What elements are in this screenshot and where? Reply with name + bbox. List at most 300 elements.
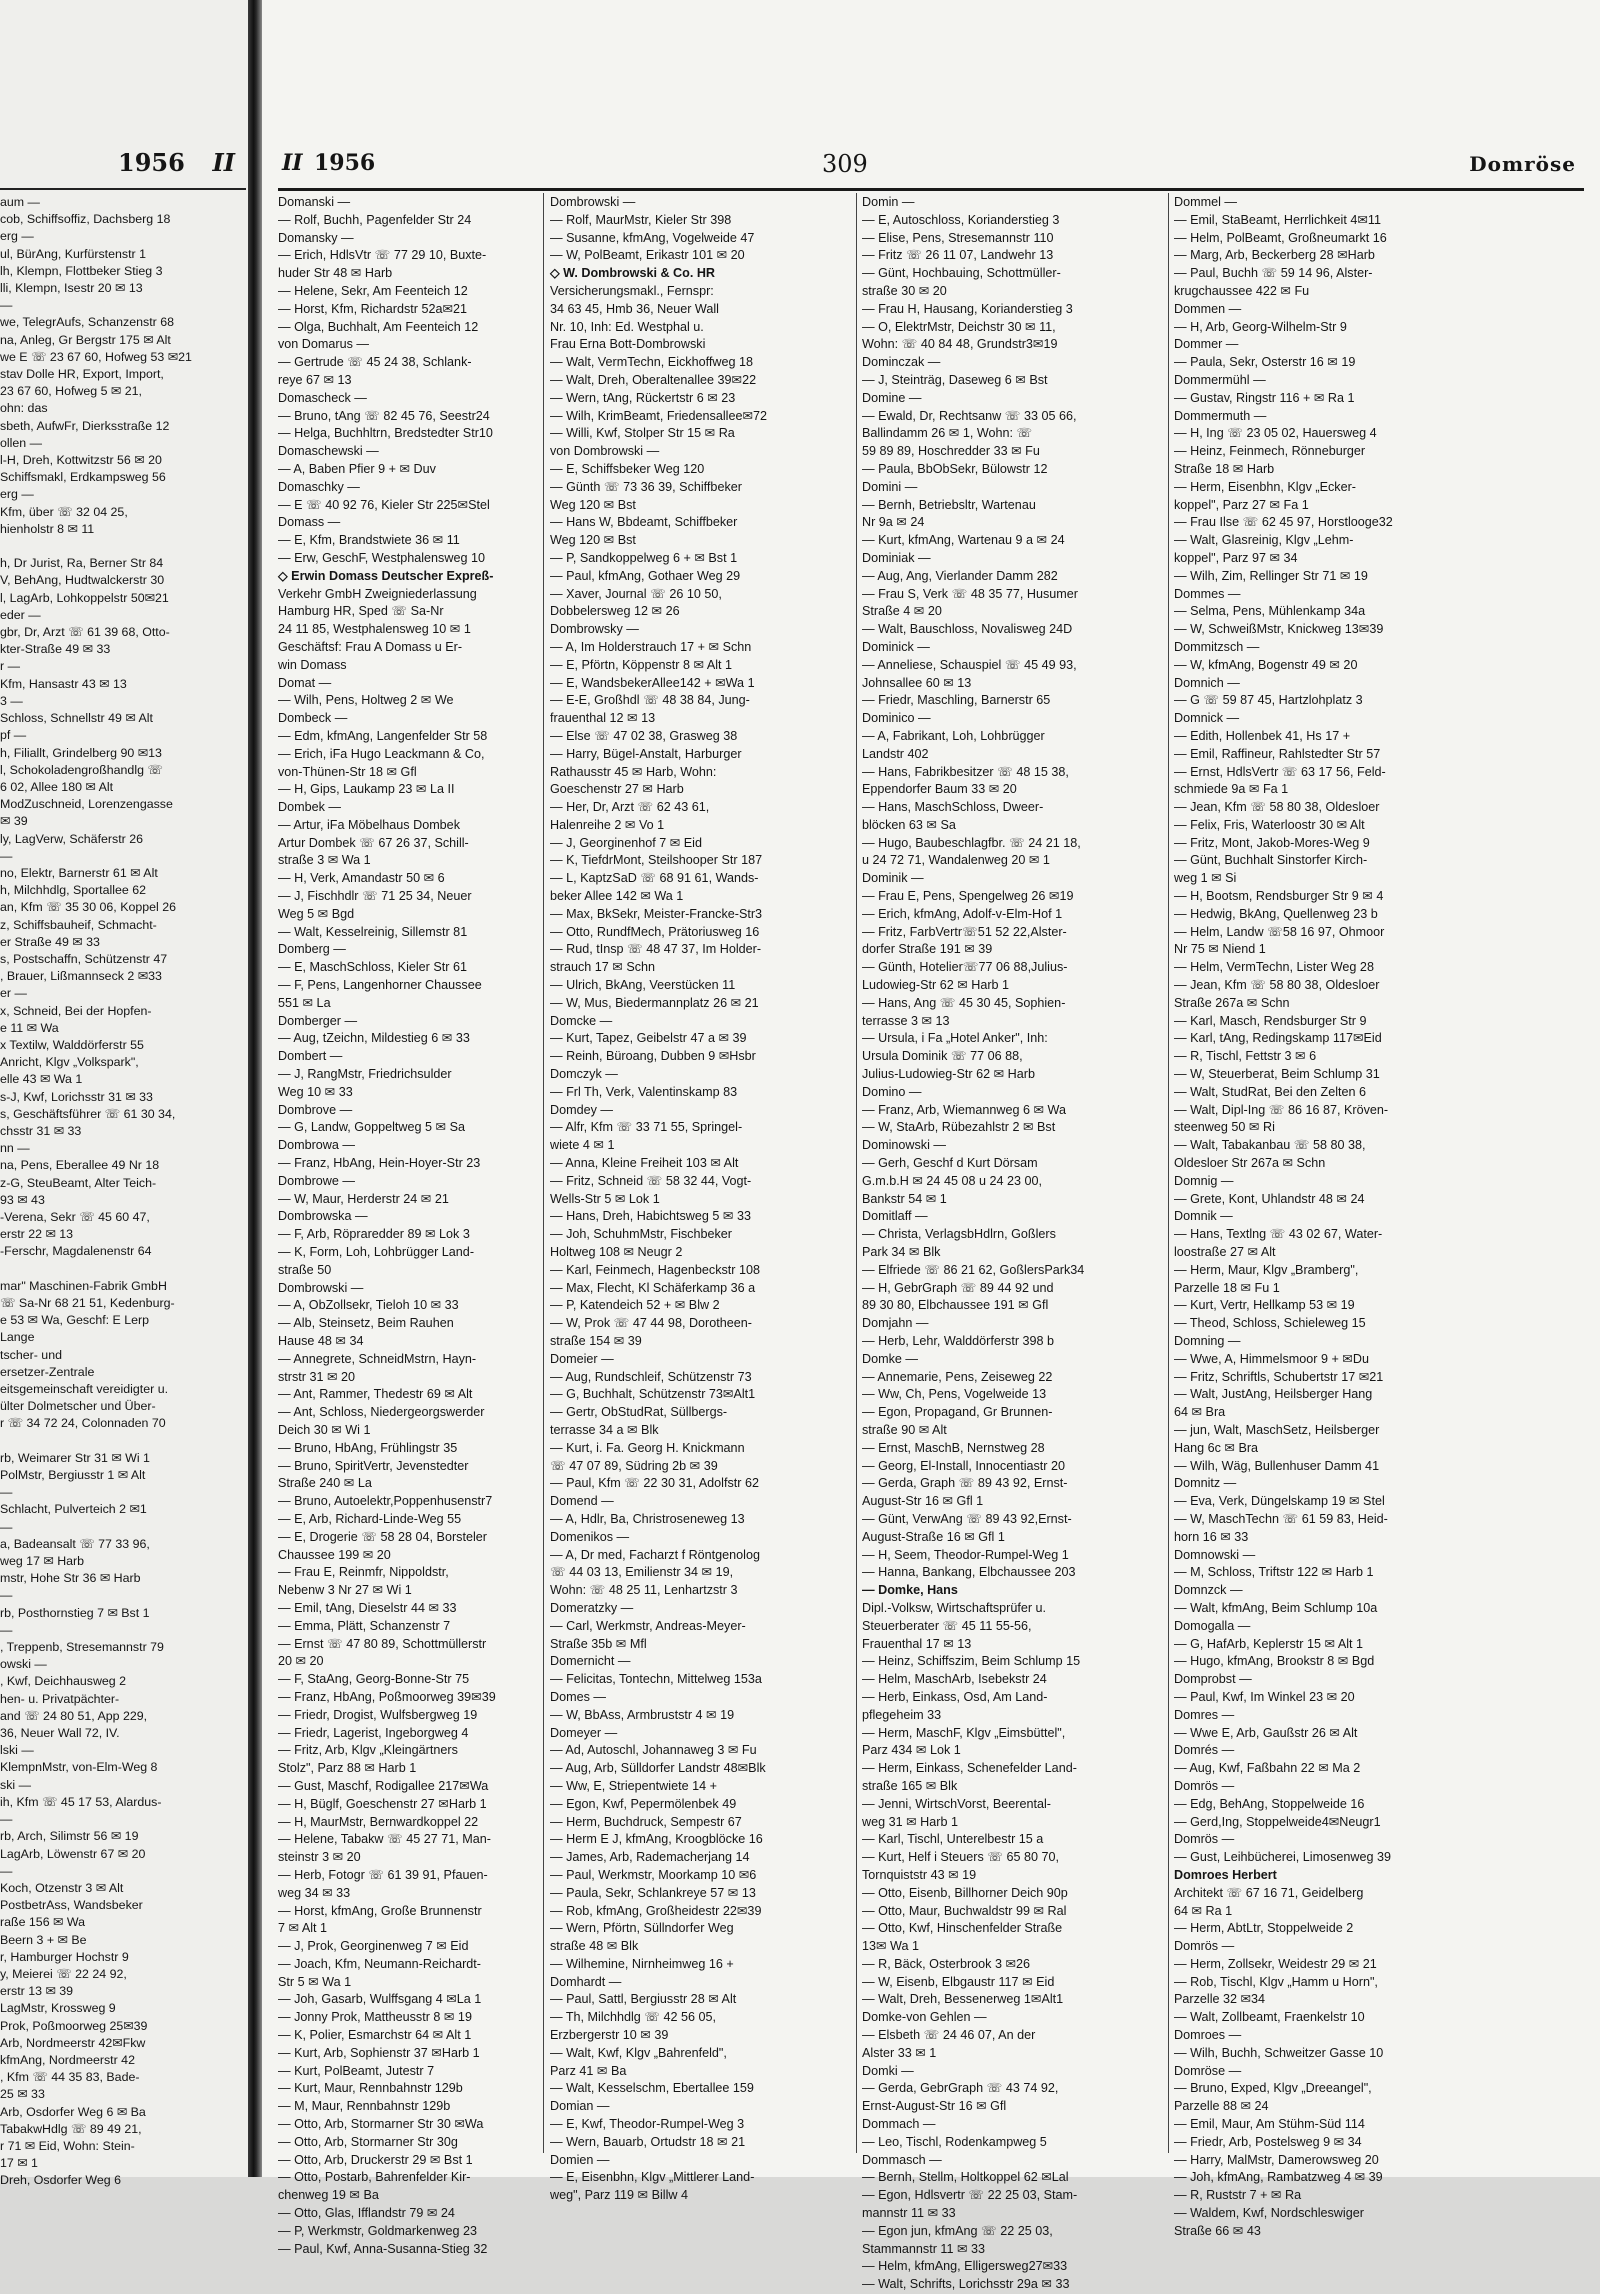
directory-entry-line: — M, Schloss, Triftstr 122 ✉ Harb 1	[1174, 1565, 1374, 1580]
directory-entry-line: — Ulrich, BkAng, Veerstücken 11	[550, 978, 736, 993]
directory-entry-line: — Hans, MaschSchloss, Dweer-	[862, 800, 1044, 815]
directory-entry-line: Domascheck —	[278, 390, 367, 405]
directory-entry-line: — Waldem, Kwf, Nordschleswiger	[1174, 2206, 1364, 2221]
directory-entry-line: 89 30 80, Elbchaussee 191 ✉ Gfl	[862, 1298, 1049, 1313]
directory-entry-line: — W, Mus, Biedermannplatz 26 ✉ 21	[550, 995, 759, 1010]
directory-entry-line: -Ferschr, Magdalenenstr 64	[0, 1244, 152, 1259]
directory-entry-line: — Walt, StudRat, Bei den Zelten 6	[1174, 1084, 1367, 1099]
directory-entry-line: Alster 33 ✉ 1	[862, 2045, 937, 2060]
directory-entry-line: Erzbergerstr 10 ✉ 39	[550, 2028, 669, 2043]
directory-entry-line: — Günth, Hotelier☏77 06 88,Julius-	[862, 960, 1068, 975]
directory-entry-line: Domeyer —	[550, 1725, 618, 1740]
directory-entry-line: ih, Kfm ☏ 45 17 53, Alardus-	[0, 1794, 162, 1809]
directory-entry-line: — J, Georginenhof 7 ✉ Eid	[550, 835, 702, 850]
directory-entry-line: — Joh, SchuhmMstr, Fischbeker	[550, 1227, 732, 1242]
directory-entry-line: — Aug, Ang, Vierlander Damm 282	[862, 568, 1058, 583]
directory-entry-line: — Otto, Glas, Ifflandstr 79 ✉ 24	[278, 2206, 455, 2221]
directory-entry-line: lli, Klempn, Isestr 20 ✉ 13	[0, 281, 143, 296]
directory-entry-line: — Karl, Tischl, Unterelbestr 15 a	[862, 1832, 1044, 1847]
directory-entry-line: er —	[0, 986, 27, 1001]
directory-entry-line: — Reinh, Büroang, Dubben 9 ✉Hsbr	[550, 1049, 756, 1064]
directory-entry-line: — E, Eisenbhn, Klgv „Mittlerer Land-	[550, 2170, 755, 2185]
directory-entry-line	[0, 1261, 246, 1278]
directory-entry-line: — Otto, Postarb, Bahrenfelder Kir-	[278, 2170, 471, 2185]
directory-entry-line: 17 ✉ 1	[0, 2156, 38, 2171]
directory-entry-line: — Helm, VermTechn, Lister Weg 28	[1174, 960, 1374, 975]
directory-entry-line: — Emma, Plätt, Schanzenstr 7	[278, 1618, 451, 1633]
directory-entry-line: koppel", Parz 97 ✉ 34	[1174, 550, 1298, 565]
left-page-column	[0, 194, 246, 2188]
directory-entry-line: — Harry, MalMstr, Damerowsweg 20	[1174, 2152, 1379, 2167]
directory-entry-line: — Karl, Masch, Rendsburger Str 9	[1174, 1013, 1367, 1028]
directory-entry-line: — Paul, kfmAng, Gothaer Weg 29	[550, 568, 741, 583]
directory-entry-line: Architekt ☏ 67 16 71, Geidelberg	[1174, 1885, 1364, 1900]
directory-entry-line: — Olga, Buchhalt, Am Feenteich 12	[278, 319, 479, 334]
directory-entry-line: — Otto, Maur, Buchwaldstr 99 ✉ Ral	[862, 1903, 1067, 1918]
directory-entry-line: Dombrowa —	[278, 1138, 355, 1153]
directory-entry-line: — Kurt, Vertr, Hellkamp 53 ✉ 19	[1174, 1298, 1355, 1313]
directory-entry-line: straße 48 ✉ Blk	[550, 1939, 639, 1954]
directory-entry-line: Artur Dombek ☏ 67 26 37, Schill-	[278, 835, 469, 850]
directory-entry-line: — Paula, Sekr, Osterstr 16 ✉ 19	[1174, 355, 1356, 370]
directory-entry-line: Domat —	[278, 675, 332, 690]
directory-entry-line: Domrös —	[1174, 1832, 1235, 1847]
directory-entry-line: — Ernst, MaschB, Nernstweg 28	[862, 1440, 1045, 1455]
directory-entry-line: ski —	[0, 1777, 31, 1792]
directory-entry-line: — P, Werkmstr, Goldmarkenweg 23	[278, 2223, 478, 2238]
directory-entry-line: — Friedr, Lagerist, Ingeborgweg 4	[278, 1725, 469, 1740]
directory-entry-line: — Wern, Bauarb, Ortudstr 18 ✉ 21	[550, 2134, 746, 2149]
directory-entry-line: mar" Maschinen-Fabrik GmbH	[0, 1278, 167, 1293]
directory-entry-line: Weg 120 ✉ Bst	[550, 497, 636, 512]
directory-entry-line: nn —	[0, 1141, 30, 1156]
directory-entry-line: — Hans, Dreh, Habichtsweg 5 ✉ 33	[550, 1209, 751, 1224]
directory-entry-line: Domes —	[550, 1689, 606, 1704]
directory-entry-line: — Alb, Steinsetz, Beim Rauhen	[278, 1316, 454, 1331]
directory-entry-line: von Dombrowski —	[550, 444, 660, 459]
directory-entry-line: we E ☏ 23 67 60, Hofweg 53 ✉21	[0, 349, 192, 364]
directory-entry-line: — W, Prok ☏ 47 44 98, Dorotheen-	[550, 1316, 752, 1331]
directory-entry-line: Domnich —	[1174, 675, 1240, 690]
directory-entry-line: — Paul, Kwf, Im Winkel 23 ✉ 20	[1174, 1689, 1355, 1704]
directory-entry-line: reye 67 ✉ 13	[278, 372, 352, 387]
directory-entry-line: — Helm, Landw ☏58 16 97, Ohmoor	[1174, 924, 1385, 939]
directory-entry-line: Rathausstr 45 ✉ Harb, Wohn:	[550, 764, 717, 779]
directory-entry-line: — Walt, JustAng, Heilsberger Hang	[1174, 1387, 1373, 1402]
directory-entry-line: — Günt, Buchhalt Sinstorfer Kirch-	[1174, 853, 1368, 868]
directory-entry-line: mstr, Hohe Str 36 ✉ Harb	[0, 1571, 141, 1586]
directory-entry-line: straße 154 ✉ 39	[550, 1334, 642, 1348]
directory-entry-line: weg 1 ✉ Si	[1174, 871, 1237, 886]
directory-entry-line: — Otto, RundfMech, Prätoriusweg 16	[550, 924, 760, 939]
directory-entry-line: — F, Pens, Langenhorner Chaussee	[278, 978, 482, 993]
directory-entry-line: h, Milchhdlg, Sportallee 62	[0, 883, 147, 898]
directory-entry-line: — Otto, Eisenb, Billhorner Deich 90p	[862, 1885, 1068, 1900]
directory-entry-line: Dommes —	[1174, 586, 1241, 601]
directory-entry-line: — Bruno, Autoelektr,Poppenhusenstr7	[278, 1494, 493, 1509]
directory-entry-line: August-Straße 16 ✉ Gfl 1	[862, 1529, 1005, 1544]
directory-entry-line: von Domarus —	[278, 337, 369, 352]
directory-entry-line: — Helga, Buchhltrn, Bredstedter Str10	[278, 426, 493, 441]
directory-entry-line: — Gust, Leihbücherei, Limosenweg 39	[1174, 1850, 1392, 1865]
directory-entry-line: — Kurt, PolBeamt, Jutestr 7	[278, 2063, 435, 2078]
directory-entry-line: Straße 240 ✉ La	[278, 1476, 372, 1491]
directory-entry-line: 23 67 60, Hofweg 5 ✉ 21,	[0, 384, 142, 399]
directory-entry-line: and ☏ 24 80 51, App 229,	[0, 1708, 148, 1723]
directory-column-4	[1174, 194, 1586, 2238]
directory-entry-line: — Bruno, SpiritVertr, Jevenstedter	[278, 1458, 469, 1473]
directory-entry-line: , Brauer, Lißmannseck 2 ✉33	[0, 969, 162, 984]
directory-entry-line: — Theod, Schloss, Schieleweg 15	[1174, 1316, 1366, 1331]
book-gutter	[248, 0, 262, 2177]
directory-entry-line: — J, RangMstr, Friedrichsulder	[278, 1067, 452, 1082]
left-page-year: 1956	[118, 148, 185, 177]
directory-entry-line: — Egon, Hdlsvertr ☏ 22 25 03, Stam-	[862, 2188, 1078, 2203]
directory-entry-line: Wells-Str 5 ✉ Lok 1	[550, 1191, 660, 1206]
directory-entry-line: — Paula, Sekr, Schlankreye 57 ✉ 13	[550, 1885, 756, 1900]
directory-entry-line: — Friedr, Drogist, Wulfsbergweg 19	[278, 1707, 478, 1722]
directory-entry-line: — E, Schiffsbeker Weg 120	[550, 461, 705, 476]
left-page-volume: II	[212, 148, 235, 177]
directory-entry-line: Domnik —	[1174, 1209, 1233, 1224]
directory-entry-line: erg —	[0, 487, 34, 502]
directory-entry-line: — Walt, Dreh, Oberaltenallee 39✉22	[550, 372, 757, 387]
directory-entry-line: — Frl Th, Verk, Valentinskamp 83	[550, 1084, 738, 1099]
directory-entry-line: — W, Maur, Herderstr 24 ✉ 21	[278, 1191, 449, 1206]
directory-entry-line: — E, Kwf, Theodor-Rumpel-Weg 3	[550, 2117, 745, 2132]
directory-entry-line: loostraße 27 ✉ Alt	[1174, 1245, 1276, 1260]
directory-entry-line: — Rolf, MaurMstr, Kieler Str 398	[550, 212, 732, 227]
directory-entry-line: Dommermuth —	[1174, 408, 1267, 423]
directory-entry-line: Dombrowska —	[278, 1209, 368, 1224]
directory-entry-line: 64 ✉ Ra 1	[1174, 1903, 1233, 1918]
directory-entry-line: — Wilh, KrimBeamt, Friedensallee✉72	[550, 408, 768, 423]
directory-entry-line: — Erich, kfmAng, Adolf-v-Elm-Hof 1	[862, 906, 1063, 921]
right-page-year: 1956	[314, 150, 376, 176]
directory-entry-line: ✉ 39	[0, 814, 28, 829]
directory-entry-line: —	[0, 1812, 13, 1827]
directory-entry-line: Kfm, über ☏ 32 04 25,	[0, 504, 128, 519]
directory-entry-line: — E, Arb, Richard-Linde-Weg 55	[278, 1511, 462, 1526]
directory-entry-line: — Hans W, Bbdeamt, Schiffbeker	[550, 515, 738, 530]
directory-entry-line: — R, Bäck, Osterbrook 3 ✉26	[862, 1956, 1031, 1971]
directory-entry-line: Weg 10 ✉ 33	[278, 1084, 353, 1099]
directory-entry-line: — Gertrude ☏ 45 24 38, Schlank-	[278, 355, 472, 370]
directory-entry-line: Kfm, Hansastr 43 ✉ 13	[0, 676, 127, 691]
directory-entry-line: — Paula, BbObSekr, Bülowstr 12	[862, 461, 1048, 476]
directory-entry-line: Domeier —	[550, 1351, 614, 1366]
directory-entry-line: l, Schokoladengroßhandlg ☏	[0, 762, 163, 777]
directory-entry-line	[0, 538, 246, 555]
directory-entry-line: — E, Autoschloss, Korianderstieg 3	[862, 212, 1060, 227]
directory-entry-line: PostbetrAss, Wandsbeker	[0, 1898, 143, 1913]
directory-entry-line: an, Kfm ☏ 35 30 06, Koppel 26	[0, 900, 176, 915]
directory-entry-line: — Herm, Maur, Klgv „Bramberg",	[1174, 1262, 1359, 1277]
directory-entry-line: ☏ Sa-Nr 68 21 51, Kedenburg-	[0, 1296, 175, 1310]
directory-entry-line: — Egon, Propagand, Gr Brunnen-	[862, 1405, 1053, 1420]
directory-entry-line: — Paul, Werkmstr, Moorkamp 10 ✉6	[550, 1867, 757, 1882]
directory-entry-line: — Bernh, Betriebsltr, Wartenau	[862, 497, 1036, 512]
directory-entry-line: Weg 120 ✉ Bst	[550, 533, 636, 548]
directory-entry-line: -Verena, Sekr ☏ 45 60 47,	[0, 1209, 150, 1224]
directory-entry-line: r, Hamburger Hochstr 9	[0, 1949, 129, 1964]
directory-column-3	[862, 194, 1164, 2292]
directory-entry-line: — Bruno, Exped, Klgv „Dreeangel",	[1174, 2081, 1372, 2096]
directory-entry-line: — Emil, Raffineur, Rahlstedter Str 57	[1174, 746, 1381, 761]
directory-entry-line: ◇ W. Dombrowski & Co. HR	[550, 266, 716, 281]
directory-entry-line: steenweg 50 ✉ Ri	[1174, 1120, 1275, 1135]
directory-entry-line: chenweg 19 ✉ Ba	[278, 2188, 379, 2203]
directory-entry-line: — Leo, Tischl, Rodenkampweg 5	[862, 2134, 1047, 2149]
directory-entry-line: horn 16 ✉ 33	[1174, 1529, 1249, 1544]
directory-entry-line: — Max, BkSekr, Meister-Francke-Str3	[550, 906, 763, 921]
directory-entry-line: — Hanna, Bankang, Elbchaussee 203	[862, 1565, 1076, 1580]
directory-entry-line: na, Anleg, Gr Bergstr 175 ✉ Alt	[0, 332, 171, 347]
directory-entry-line: — J, Prok, Georginenweg 7 ✉ Eid	[278, 1939, 469, 1954]
directory-entry-line: — James, Arb, Rademacherjang 14	[550, 1850, 750, 1865]
directory-entry-line: 7 ✉ Alt 1	[278, 1921, 328, 1936]
directory-entry-line: — K, Polier, Esmarchstr 64 ✉ Alt 1	[278, 2028, 472, 2043]
directory-entry-line: Domnitz —	[1174, 1476, 1237, 1491]
directory-entry-line: Domroes Herbert	[1174, 1867, 1277, 1882]
directory-entry-line: — Edm, kfmAng, Langenfelder Str 58	[278, 728, 488, 743]
directory-entry-line: 20 ✉ 20	[278, 1654, 324, 1669]
directory-entry-line: V, BehAng, Hudtwalckerstr 30	[0, 573, 165, 588]
directory-entry-line: — Ad, Autoschl, Johannaweg 3 ✉ Fu	[550, 1743, 757, 1758]
directory-entry-line: — Her, Dr, Arzt ☏ 62 43 61,	[550, 800, 710, 815]
directory-entry-line: chsstr 31 ✉ 33	[0, 1123, 82, 1138]
directory-entry-line: 36, Neuer Wall 72, IV.	[0, 1726, 120, 1741]
directory-entry-line: 6 02, Allee 180 ✉ Alt	[0, 779, 114, 794]
directory-entry-line: — Walt, kfmAng, Beim Schlump 10a	[1174, 1600, 1378, 1615]
directory-entry-line: Deich 30 ✉ Wi 1	[278, 1422, 371, 1437]
directory-entry-line: Verkehr GmbH Zweigniederlassung	[278, 586, 477, 601]
directory-entry-line: — Walt, Glasreinig, Klgv „Lehm-	[1174, 533, 1354, 548]
directory-entry-line: — Günt, VerwAng ☏ 89 43 92,Ernst-	[862, 1511, 1072, 1526]
directory-entry-line: — W, BbAss, Armbruststr 4 ✉ 19	[550, 1707, 735, 1722]
directory-entry-line: Domnowski —	[1174, 1547, 1256, 1562]
directory-entry-line: Lange	[0, 1330, 35, 1345]
directory-entry-line: — Walt, Tabakanbau ☏ 58 80 38,	[1174, 1138, 1366, 1153]
directory-entry-line: pflegeheim 33	[862, 1707, 942, 1722]
directory-entry-line: — E, Kfm, Brandstwiete 36 ✉ 11	[278, 533, 460, 548]
directory-entry-line: Dominowski —	[862, 1138, 946, 1153]
directory-entry-line: Versicherungsmakl., Fernspr:	[550, 283, 714, 298]
directory-entry-line: Wohn: ☏ 48 25 11, Lenhartzstr 3	[550, 1583, 738, 1598]
directory-entry-line: — G, Landw, Goppeltweg 5 ✉ Sa	[278, 1120, 465, 1135]
directory-entry-line: erg —	[0, 229, 34, 244]
directory-entry-line: — G ☏ 59 87 45, Hartzlohplatz 3	[1174, 693, 1363, 708]
directory-entry-line: Domres —	[1174, 1707, 1235, 1722]
directory-entry-line: — Annemarie, Pens, Zeiseweg 22	[862, 1369, 1053, 1384]
directory-entry-line: — A, Im Holderstrauch 17 + ✉ Schn	[550, 639, 752, 654]
directory-entry-line: weg 34 ✉ 33	[278, 1885, 351, 1900]
directory-entry-line: — Bernh, Stellm, Holtkoppel 62 ✉Lal	[862, 2170, 1069, 2185]
directory-entry-line: Nebenw 3 Nr 27 ✉ Wi 1	[278, 1583, 412, 1598]
directory-entry-line: — Frau E, Pens, Spengelweg 26 ✉19	[862, 889, 1074, 904]
directory-entry-line: rb, Weimarer Str 31 ✉ Wi 1	[0, 1450, 150, 1465]
directory-entry-line: Dominiak —	[862, 550, 931, 565]
directory-entry-line: — Bruno, HbAng, Frühlingstr 35	[278, 1440, 458, 1455]
directory-entry-line: — Aug, tZeichn, Mildestieg 6 ✉ 33	[278, 1031, 470, 1046]
directory-entry-line: terrasse 34 a ✉ Blk	[550, 1422, 659, 1437]
directory-entry-line: — O, ElektrMstr, Deichstr 30 ✉ 11,	[862, 319, 1056, 334]
directory-entry-line: 25 ✉ 33	[0, 2087, 45, 2102]
directory-entry-line: Eppendorfer Baum 33 ✉ 20	[862, 782, 1017, 797]
directory-entry-line: — Gustav, Ringstr 116 + ✉ Ra 1	[1174, 390, 1355, 405]
directory-entry-line: Str 5 ✉ Wa 1	[278, 1974, 352, 1989]
directory-entry-line: Domian —	[550, 2099, 610, 2114]
right-page-header	[262, 148, 1600, 182]
directory-entry-line: Dombrove —	[278, 1102, 353, 1117]
directory-entry-line: — Fritz, Arb, Klgv „Kleingärtners	[278, 1743, 458, 1758]
directory-entry-line: KlempnMstr, von-Elm-Weg 8	[0, 1760, 158, 1775]
directory-entry-line: Parz 41 ✉ Ba	[550, 2063, 627, 2078]
directory-entry-line: Domdey —	[550, 1102, 613, 1117]
directory-entry-line: Domprobst —	[1174, 1672, 1252, 1687]
directory-entry-line: z-G, SteuBeamt, Alter Teich-	[0, 1175, 157, 1190]
directory-entry-line: — Fritz, Schneid ☏ 58 32 44, Vogt-	[550, 1173, 752, 1188]
directory-entry-line: — Selma, Pens, Mühlenkamp 34a	[1174, 604, 1366, 619]
directory-entry-line: — Artur, iFa Möbelhaus Dombek	[278, 817, 460, 832]
directory-entry-line: —	[0, 1863, 13, 1878]
directory-entry-line: — Walt, Dreh, Bessenerweg 1✉Alt1	[862, 1992, 1064, 2007]
directory-entry-line: — H, Büglf, Goeschenstr 27 ✉Harb 1	[278, 1796, 487, 1811]
directory-entry-line: Oldesloer Str 267a ✉ Schn	[1174, 1156, 1326, 1171]
directory-entry-line: — Herm E J, kfmAng, Kroogblöcke 16	[550, 1832, 763, 1847]
directory-entry-line: Julius-Ludowieg-Str 62 ✉ Harb	[862, 1067, 1035, 1082]
directory-entry-line: —	[0, 1588, 13, 1603]
directory-entry-line: — H, MaurMstr, Bernwardkoppel 22	[278, 1814, 479, 1829]
directory-entry-line: — Xaver, Journal ☏ 26 10 50,	[550, 586, 722, 601]
column-separator	[543, 193, 544, 2153]
directory-entry-line: Dommermühl —	[1174, 372, 1266, 387]
directory-entry-line: — Herb, Fotogr ☏ 61 39 91, Pfauen-	[278, 1867, 488, 1882]
directory-entry-line: Koch, Otzenstr 3 ✉ Alt	[0, 1880, 124, 1895]
directory-entry-line: — Kurt, Tapez, Geibelstr 47 a ✉ 39	[550, 1031, 747, 1046]
directory-entry-line: e 11 ✉ Wa	[0, 1020, 59, 1035]
directory-entry-line: Chaussee 199 ✉ 20	[278, 1547, 391, 1562]
directory-entry-line: —	[0, 1519, 13, 1534]
directory-entry-line: — Hugo, kfmAng, Brookstr 8 ✉ Bgd	[1174, 1654, 1375, 1669]
directory-entry-line: Bankstr 54 ✉ 1	[862, 1191, 947, 1206]
directory-entry-line: — Egon, Kwf, Pepermölenbek 49	[550, 1796, 737, 1811]
directory-entry-line: Domeratzky —	[550, 1600, 634, 1615]
directory-entry-line: — Bruno, tAng ☏ 82 45 76, Seestr24	[278, 408, 490, 423]
directory-entry-line: — Domke, Hans	[862, 1583, 958, 1598]
directory-entry-line: — Gerda, Graph ☏ 89 43 92, Ernst-	[862, 1476, 1068, 1491]
directory-entry-line: Dombrowe —	[278, 1173, 355, 1188]
directory-entry-line: LagMstr, Krossweg 9	[0, 2001, 116, 2016]
directory-entry-line: Domogalla —	[1174, 1618, 1251, 1633]
directory-entry-line: Dombrowsky —	[550, 622, 639, 637]
directory-entry-line: ly, LagVerw, Schäferstr 26	[0, 831, 144, 846]
directory-entry-line: — Kurt, Arb, Sophienstr 37 ✉Harb 1	[278, 2045, 480, 2060]
directory-entry-line: Domaschky —	[278, 479, 360, 494]
directory-entry-line: e 53 ✉ Wa, Geschf: E Lerp	[0, 1313, 150, 1328]
directory-entry-line: ModZuschneid, Lorenzengasse	[0, 797, 173, 812]
directory-entry-line: — Günth ☏ 73 36 39, Schiffbeker	[550, 479, 742, 494]
directory-entry-line: — G, HafArb, Keplerstr 15 ✉ Alt 1	[1174, 1636, 1364, 1651]
directory-entry-line: — W, SchweißMstr, Knickweg 13✉39	[1174, 622, 1384, 637]
directory-entry-line: beker Allee 142 ✉ Wa 1	[550, 889, 684, 904]
directory-entry-line: sbeth, AufwFr, Dierksstraße 12	[0, 418, 170, 433]
directory-entry-line: — A, Dr med, Facharzt f Röntgenolog	[550, 1547, 760, 1562]
directory-entry-line: Domberg —	[278, 942, 346, 957]
directory-entry-line: Dommitzsch —	[1174, 639, 1260, 654]
directory-entry-line: r 71 ✉ Eid, Wohn: Stein-	[0, 2138, 135, 2153]
directory-entry-line: ☏ 47 07 89, Südring 2b ✉ 39	[550, 1458, 718, 1473]
directory-entry-line: Domernicht —	[550, 1654, 631, 1669]
directory-entry-line: — Anna, Kleine Freiheit 103 ✉ Alt	[550, 1156, 739, 1171]
directory-entry-line: Parzelle 32 ✉34	[1174, 1992, 1266, 2007]
directory-entry-line: — Paul, Kwf, Anna-Susanna-Stieg 32	[278, 2241, 488, 2256]
directory-entry-line: kter-Straße 49 ✉ 33	[0, 642, 111, 657]
directory-entry-line: Domke —	[862, 1351, 918, 1366]
directory-entry-line: ohn: das	[0, 401, 48, 416]
directory-entry-line: l, LagArb, Lohkoppelstr 50✉21	[0, 590, 169, 605]
directory-entry-line: — Fritz, Schriftls, Schubertstr 17 ✉21	[1174, 1369, 1384, 1384]
directory-entry-line: Halenreihe 2 ✉ Vo 1	[550, 817, 665, 832]
directory-entry-line: — Walt, Kesselreinig, Sillemstr 81	[278, 924, 468, 939]
directory-entry-line: — Friedr, Arb, Postelsweg 9 ✉ 34	[1174, 2134, 1362, 2149]
directory-entry-line: Dipl.-Volksw, Wirtschaftsprüfer u.	[862, 1600, 1047, 1615]
directory-entry-line: — Heinz, Schiffszim, Beim Schlump 15	[862, 1654, 1081, 1669]
directory-entry-line: win Domass	[278, 657, 347, 672]
directory-entry-line: — Anneliese, Schauspiel ☏ 45 49 93,	[862, 657, 1077, 672]
directory-entry-line: — Walt, Kesselschm, Ebertallee 159	[550, 2081, 754, 2096]
right-page	[262, 0, 1600, 2292]
directory-entry-line: h, Filiallt, Grindelberg 90 ✉13	[0, 745, 162, 760]
directory-entry-line: — A, Hdlr, Ba, Christroseneweg 13	[550, 1511, 745, 1526]
directory-entry-line: — Joach, Kfm, Neumann-Reichardt-	[278, 1956, 481, 1971]
directory-entry-line: eder —	[0, 607, 41, 622]
directory-entry-line: weg 17 ✉ Harb	[0, 1554, 85, 1569]
directory-entry-line: Domcke —	[550, 1013, 613, 1028]
directory-entry-line: ülter Dolmetscher und Über-	[0, 1399, 156, 1414]
directory-entry-line: Dommach —	[862, 2117, 936, 2132]
directory-entry-line: — Elise, Pens, Stresemannstr 110	[862, 230, 1054, 245]
directory-entry-line: — Wilh, Pens, Holtweg 2 ✉ We	[278, 693, 454, 708]
directory-entry-line: we, TelegrAufs, Schanzenstr 68	[0, 315, 175, 330]
directory-entry-line: von-Thünen-Str 18 ✉ Gfl	[278, 764, 417, 779]
directory-entry-line: lh, Klempn, Flottbeker Stieg 3	[0, 263, 163, 278]
directory-entry-line: — Emil, tAng, Dieselstr 44 ✉ 33	[278, 1600, 457, 1615]
directory-entry-line: 13✉ Wa 1	[862, 1939, 919, 1954]
page-number: 309	[822, 150, 868, 178]
directory-entry-line: Anricht, Klgv „Volkspark",	[0, 1055, 139, 1070]
directory-entry-line: Hause 48 ✉ 34	[278, 1334, 364, 1348]
directory-entry-line: Domin —	[862, 195, 915, 209]
directory-entry-line: Stammannstr 11 ✉ 33	[862, 2241, 986, 2256]
directory-entry-line: — Ant, Schloss, Niedergeorgswerder	[278, 1405, 485, 1420]
directory-entry-line: straße 3 ✉ Wa 1	[278, 853, 371, 868]
directory-entry-line: Domnick —	[1174, 711, 1240, 726]
directory-entry-line: — P, Sandkoppelweg 6 + ✉ Bst 1	[550, 550, 738, 565]
directory-entry-line: straße 90 ✉ Alt	[862, 1422, 947, 1437]
directory-entry-line: rb, Posthornstieg 7 ✉ Bst 1	[0, 1605, 150, 1620]
directory-entry-line: — E, Drogerie ☏ 58 28 04, Borsteler	[278, 1529, 487, 1544]
directory-entry-line: Domine —	[862, 390, 922, 405]
directory-entry-line: Domki —	[862, 2063, 914, 2078]
directory-entry-line: — Helene, Sekr, Am Feenteich 12	[278, 283, 468, 298]
directory-entry-line: ◇ Erwin Domass Deutscher Expreß-	[278, 568, 494, 583]
column-separator	[1168, 193, 1169, 2153]
directory-entry-line: Arb, Nordmeerstr 42✉Fkw	[0, 2035, 146, 2050]
directory-entry-line: — J, Steinträg, Daseweg 6 ✉ Bst	[862, 372, 1048, 387]
directory-entry-line: — Rob, Tischl, Klgv „Hamm u Horn",	[1174, 1974, 1378, 1989]
directory-entry-line: Domjahn —	[862, 1316, 929, 1331]
